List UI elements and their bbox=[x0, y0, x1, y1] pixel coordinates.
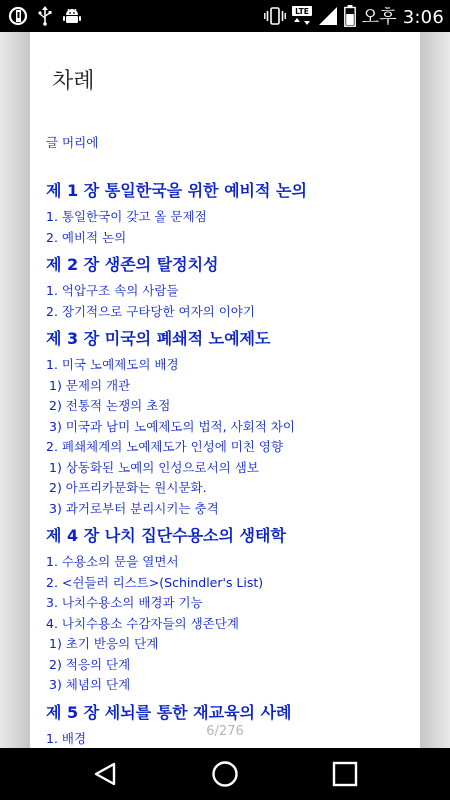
toc-entry-section[interactable]: 1. 억압구조 속의 사람들 bbox=[46, 283, 179, 298]
toc-entry-section[interactable]: 2. 장기적으로 구타당한 여자의 이야기 bbox=[46, 303, 255, 319]
toc-entry-section[interactable]: 2. 폐쇄체계의 노예제도가 인성에 미친 영향 bbox=[46, 439, 284, 454]
toc-entry-sub[interactable]: 1) 문제의 개관 bbox=[49, 377, 131, 393]
toc-entry-chapter[interactable]: 제 1 장 통일한국을 위한 예비적 논의 bbox=[46, 181, 307, 200]
toc-entry-preface[interactable]: 글 머리에 bbox=[46, 135, 99, 150]
vibrate-icon bbox=[264, 6, 286, 26]
toc-entry-sub[interactable]: 3) 체념의 단계 bbox=[49, 677, 131, 692]
recents-button[interactable] bbox=[310, 748, 380, 800]
home-icon bbox=[211, 760, 239, 788]
toc-entry-chapter[interactable]: 제 3 장 미국의 폐쇄적 노예제도 bbox=[46, 329, 271, 348]
battery-icon bbox=[344, 5, 356, 27]
signal-icon bbox=[318, 6, 338, 26]
recents-icon bbox=[332, 761, 358, 787]
toc-entry-section[interactable]: 1. 수용소의 문을 열면서 bbox=[46, 554, 179, 569]
toc-entry-sub[interactable]: 3) 미국과 남미 노예제도의 법적, 사회적 차이 bbox=[49, 418, 295, 434]
toc-entry-section[interactable]: 3. 나치수용소의 배경과 기능 bbox=[46, 595, 203, 610]
status-bar-left bbox=[8, 6, 82, 26]
toc-entry-sub[interactable]: 1) 상동화된 노예의 인성으로서의 샘보 bbox=[49, 459, 259, 475]
status-time: 오후 3:06 bbox=[361, 7, 444, 28]
back-icon bbox=[92, 761, 118, 787]
toc-entry-sub[interactable]: 2) 전통적 논쟁의 초점 bbox=[49, 398, 171, 413]
back-button[interactable] bbox=[70, 748, 140, 800]
toc-entry-chapter[interactable]: 제 2 장 생존의 탈정치성 bbox=[46, 255, 219, 274]
status-bar bbox=[0, 0, 450, 32]
toc-entry-section[interactable]: 2. 예비적 논의 bbox=[46, 229, 127, 245]
usb-icon bbox=[38, 6, 52, 26]
toc-entry-chapter[interactable]: 제 5 장 세뇌를 통한 재교육의 사례 bbox=[46, 702, 292, 722]
navigation-bar bbox=[0, 748, 450, 800]
page-stack-left bbox=[0, 32, 30, 748]
toc-entry-sub[interactable]: 1) 초기 반응의 단계 bbox=[49, 636, 159, 651]
page-stack-right bbox=[420, 32, 450, 748]
android-debug-icon bbox=[62, 6, 82, 26]
lte-label: LTE bbox=[294, 7, 309, 16]
toc-entry-sub[interactable]: 3) 과거로부터 분리시키는 충격 bbox=[49, 500, 219, 516]
app-notification-icon bbox=[8, 6, 28, 26]
book-page[interactable] bbox=[30, 32, 420, 748]
toc-title: 차례 bbox=[52, 69, 95, 94]
home-button[interactable] bbox=[190, 748, 260, 800]
toc-entry-section[interactable]: 1. 통일한국이 갖고 올 문제점 bbox=[46, 209, 207, 224]
toc-entry-sub[interactable]: 2) 아프리카문화는 원시문화. bbox=[49, 480, 207, 495]
toc-entry-section[interactable]: 1. 배경 bbox=[46, 730, 87, 746]
page-indicator: 6/276 bbox=[206, 724, 244, 739]
toc-entry-chapter[interactable]: 제 4 장 나치 집단수용소의 생태학 bbox=[46, 526, 286, 545]
book-reader[interactable] bbox=[0, 32, 450, 748]
toc-entry-sub[interactable]: 2) 적응의 단계 bbox=[49, 656, 131, 672]
toc-entry-section[interactable]: 1. 미국 노예제도의 배경 bbox=[46, 357, 179, 372]
toc-entry-section[interactable]: 2. <쉰들러 리스트>(Schindler's List) bbox=[46, 574, 264, 590]
lte-icon bbox=[292, 5, 312, 27]
table-of-contents bbox=[46, 132, 416, 748]
status-bar-right bbox=[264, 4, 444, 28]
toc-entry-section[interactable]: 4. 나치수용소 수감자들의 생존단계 bbox=[46, 615, 239, 631]
